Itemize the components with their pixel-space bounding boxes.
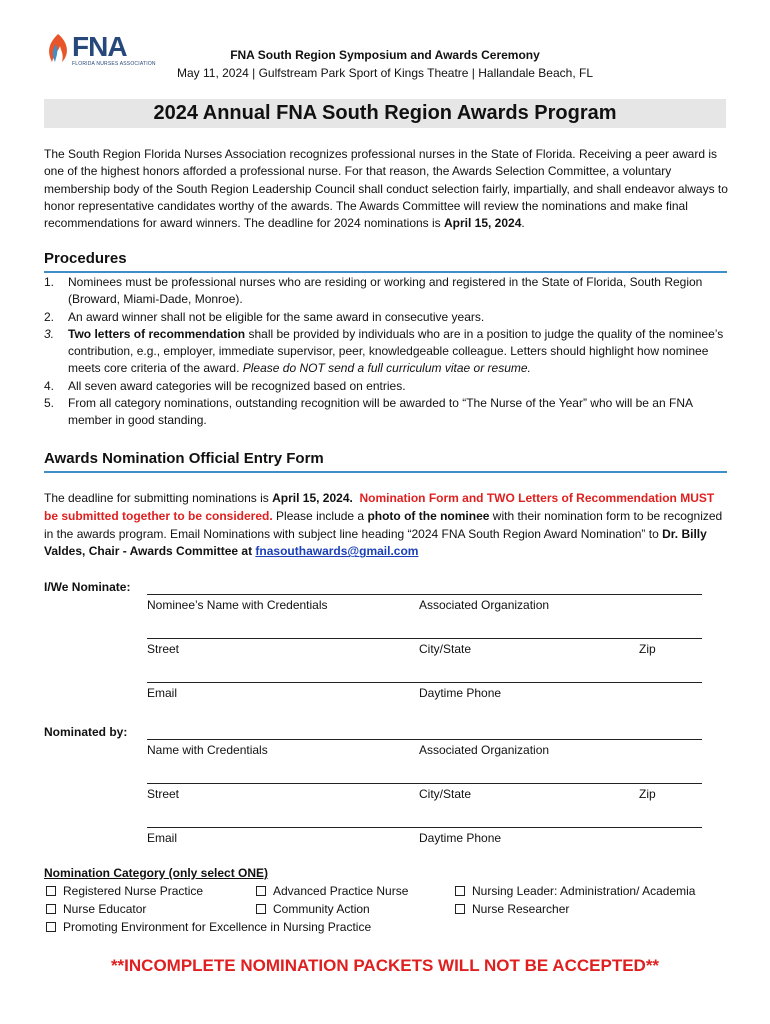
- intro-paragraph: [44, 146, 728, 232]
- nominator-name-field[interactable]: [147, 739, 702, 740]
- list-item: [44, 395, 728, 430]
- list-item: [44, 274, 728, 309]
- nominee-org-label: Associated Organization: [419, 598, 550, 612]
- list-number: 5.: [44, 396, 55, 411]
- nominee-email-label: Email: [147, 686, 178, 700]
- logo-text: FNA: [72, 31, 127, 62]
- category-label: Nurse Researcher: [472, 902, 570, 916]
- procedures-rule: [44, 271, 727, 273]
- intro-deadline: April 15, 2024: [444, 216, 522, 231]
- form-intro-text: with their nomination form to be recognized in the awards program. Email Nominations with subject line heading “2024 FNA South Region Award Nomination” to: [44, 508, 723, 541]
- category-label: Community Action: [273, 902, 370, 916]
- form-intro-text: The deadline for submitting nominations is: [44, 491, 273, 505]
- form-rule: [44, 471, 727, 473]
- nominator-zip-label: Zip: [639, 787, 656, 801]
- event-details: May 11, 2024 | Gulfstream Park Sport of Kings Theatre | Hallandale Beach, FL: [176, 66, 593, 80]
- nominate-label: I/We Nominate:: [44, 580, 131, 594]
- form-intro: [44, 490, 728, 561]
- nominator-address-field[interactable]: [147, 783, 702, 784]
- category-label: Nursing Leader: Administration/ Academia: [472, 884, 696, 898]
- form-intro-text: Please include a: [272, 508, 368, 523]
- category-option[interactable]: [455, 902, 569, 916]
- checkbox[interactable]: [46, 922, 56, 932]
- submission-requirement: Nomination Form and TWO Letters of Recommendation MUST be submitted together to be considered.: [44, 491, 715, 523]
- list-number: 3.: [44, 326, 55, 341]
- category-option[interactable]: [46, 920, 371, 934]
- list-item: [44, 326, 728, 378]
- nominee-zip-label: Zip: [639, 642, 656, 656]
- list-number: 1.: [44, 275, 55, 289]
- nominee-contact-field[interactable]: [147, 682, 702, 683]
- list-number: 4.: [44, 378, 55, 393]
- checkbox[interactable]: [455, 886, 465, 896]
- list-text: From all category nominations, outstanding recognition will be awarded to “The Nurse of the Year” who will be an FNA member in good standing.: [68, 396, 693, 428]
- checkbox[interactable]: [46, 886, 56, 896]
- category-option[interactable]: [455, 884, 695, 898]
- nominee-phone-label: Daytime Phone: [419, 686, 502, 700]
- category-label: Advanced Practice Nurse: [273, 884, 409, 898]
- list-text: shall be provided by individuals who are in a position to judge the quality of the nominee’s contribution, e.g., employer, immediate supervisor, peer, knowledgeable colleague. Letters should highlight how nominee meets core criteria of the award.: [68, 326, 724, 376]
- email-link[interactable]: fnasouthawards@gmail.com: [255, 544, 419, 559]
- nominator-email-label: Email: [147, 831, 178, 845]
- nominee-name-field[interactable]: [147, 594, 702, 595]
- chair-name: Dr. Billy Valdes, Chair - Awards Committee at: [44, 526, 707, 559]
- category-label: Nurse Educator: [63, 902, 147, 916]
- nominator-org-label: Associated Organization: [419, 743, 550, 757]
- list-text: An award winner shall not be eligible for the same award in consecutive years.: [68, 309, 485, 324]
- category-option[interactable]: [46, 884, 203, 898]
- nominator-street-label: Street: [147, 787, 180, 801]
- category-option[interactable]: [256, 902, 370, 916]
- category-option[interactable]: [46, 902, 146, 916]
- list-italic-text: Please do NOT send a full curriculum vitae or resume.: [242, 361, 531, 376]
- category-heading: Nomination Category (only select ONE): [44, 866, 269, 880]
- category-label: Promoting Environment for Excellence in Nursing Practice: [63, 920, 372, 934]
- nominee-city-label: City/State: [419, 642, 472, 656]
- page-title: 2024 Annual FNA South Region Awards Program: [153, 102, 617, 124]
- procedures-list: [44, 274, 728, 430]
- checkbox[interactable]: [46, 904, 56, 914]
- photo-requirement: photo of the nominee: [367, 508, 490, 523]
- list-bold-text: Two letters of recommendation: [68, 326, 246, 341]
- list-number: 2.: [44, 309, 55, 324]
- intro-text: The South Region Florida Nurses Association recognizes professional nurses in the State of Florida. Receiving a peer award is one of the highest honors afforded a professional nurse. For that reason, the Awards Selection Committee, a voluntary membership body of the South Region Leadership Council shall conduct selection fairly, impartially, and shall endeavor always to honor representative candidates worthy of the awards. The Awards Committee will review the nominations and make final recommendations for award winners. The deadline for 2024 nominations is: [44, 147, 728, 231]
- event-title: FNA South Region Symposium and Awards Ceremony: [230, 48, 540, 62]
- nominator-phone-label: Daytime Phone: [419, 831, 502, 845]
- nominee-name-label: Nominee’s Name with Credentials: [147, 598, 328, 612]
- incomplete-warning: **INCOMPLETE NOMINATION PACKETS WILL NOT BE ACCEPTED**: [110, 956, 660, 975]
- form-deadline: April 15, 2024.: [272, 491, 353, 505]
- nominee-address-field[interactable]: [147, 638, 702, 639]
- logo-subtext: FLORIDA NURSES ASSOCIATION: [72, 61, 156, 67]
- checkbox[interactable]: [256, 904, 266, 914]
- nominator-name-label: Name with Credentials: [147, 743, 268, 757]
- intro-end: .: [521, 216, 525, 231]
- list-text: Nominees must be professional nurses who are residing or working and registered in the State of Florida, South Region (Broward, Miami-Dade, Monroe).: [68, 275, 703, 307]
- nominator-city-label: City/State: [419, 787, 472, 801]
- category-label: Registered Nurse Practice: [63, 884, 204, 898]
- nominee-street-label: Street: [147, 642, 180, 656]
- procedures-heading: Procedures: [44, 250, 127, 267]
- list-item: [44, 378, 728, 395]
- checkbox[interactable]: [256, 886, 266, 896]
- checkbox[interactable]: [455, 904, 465, 914]
- list-item: [44, 309, 728, 326]
- category-option[interactable]: [256, 884, 408, 898]
- form-heading: Awards Nomination Official Entry Form: [44, 450, 324, 467]
- nominated-by-label: Nominated by:: [44, 725, 128, 739]
- list-text: All seven award categories will be recognized based on entries.: [68, 378, 406, 393]
- nominator-contact-field[interactable]: [147, 827, 702, 828]
